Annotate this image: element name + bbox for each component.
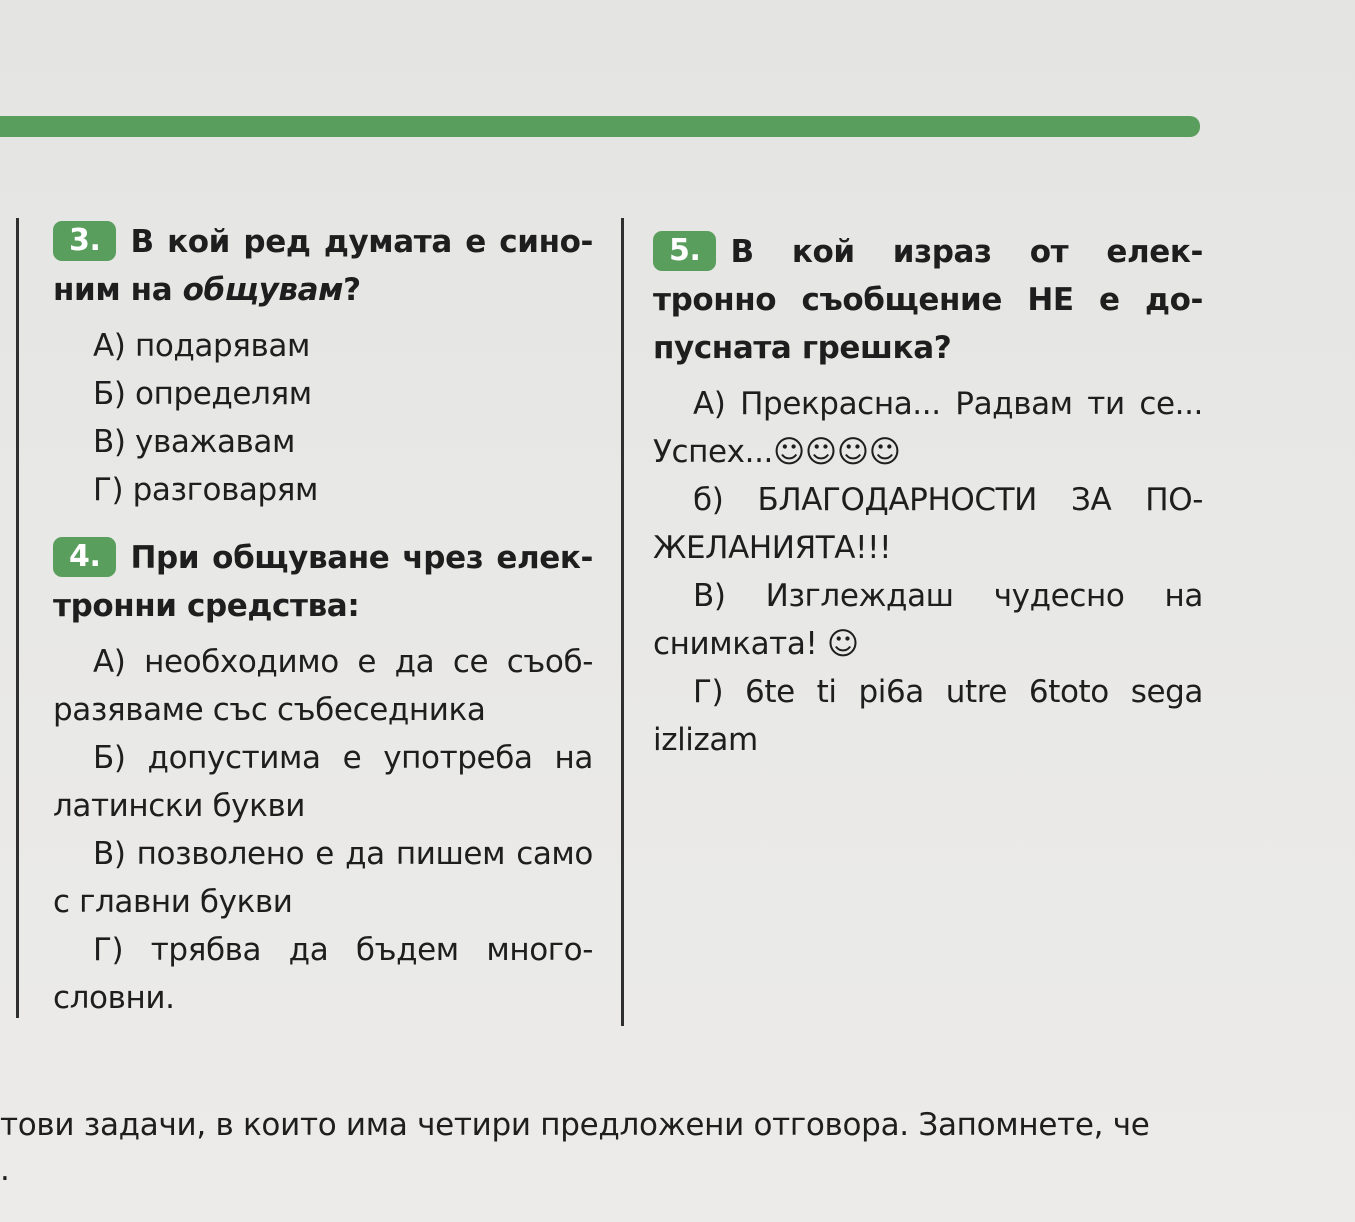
question-5-option-c: В) Изглеждаш чудесно на снимката! ☺ [653,578,1203,662]
question-3-badge: 3. [53,221,116,261]
question-3-text-end: ? [343,272,361,308]
question-3-option-d: Г) разговарям [93,472,319,508]
question-3-option-b: Б) определям [93,376,312,412]
question-4-option-b: Б) допустима е употреба на латински букви [53,740,593,824]
question-3-text [53,218,593,314]
question-3-option-a: А) подарявам [93,328,310,364]
question-5-badge: 5. [653,231,716,271]
green-header-bar [0,116,1200,137]
left-column [53,218,593,1022]
question-3-keyword: общувам [182,272,344,308]
question-4-text-body: При общуване чрез елек-тронни средства: [53,540,593,624]
footer-instruction-text: тови задачи, в които има четири предложени отговора. Запомнете, че [0,1107,1150,1143]
question-4-option-a: А) необходимо е да се съоб-разяваме със събеседника [53,644,593,728]
question-5-option-a: А) Прекрасна... Радвам ти се... Успех...☺☺☺☺ [653,386,1203,470]
question-5-text [653,228,1203,372]
question-5-text-body: В кой израз от елек-тронно съобщение НЕ е до-пусната грешка? [653,234,1203,366]
question-3-option-c: В) уважавам [93,424,296,460]
question-4-option-d: Г) трябва да бъдем много-словни. [53,932,593,1016]
footer-dot: . [0,1152,10,1188]
column-divider [621,218,624,1026]
right-column [653,228,1203,764]
question-4-option-c: В) позволено е да пишем само с главни букви [53,836,593,920]
question-4-text [53,534,593,630]
left-margin-rule [16,218,19,1018]
question-4-badge: 4. [53,537,116,577]
question-5-option-b: б) БЛАГОДАРНОСТИ ЗА ПО-ЖЕЛАНИЯТА!!! [653,482,1203,566]
question-5-option-d: Г) 6te ti pi6a utre 6toto sega izlizam [653,674,1203,758]
question-3-text-start: В кой ред думата е сино-ним на [53,224,593,308]
